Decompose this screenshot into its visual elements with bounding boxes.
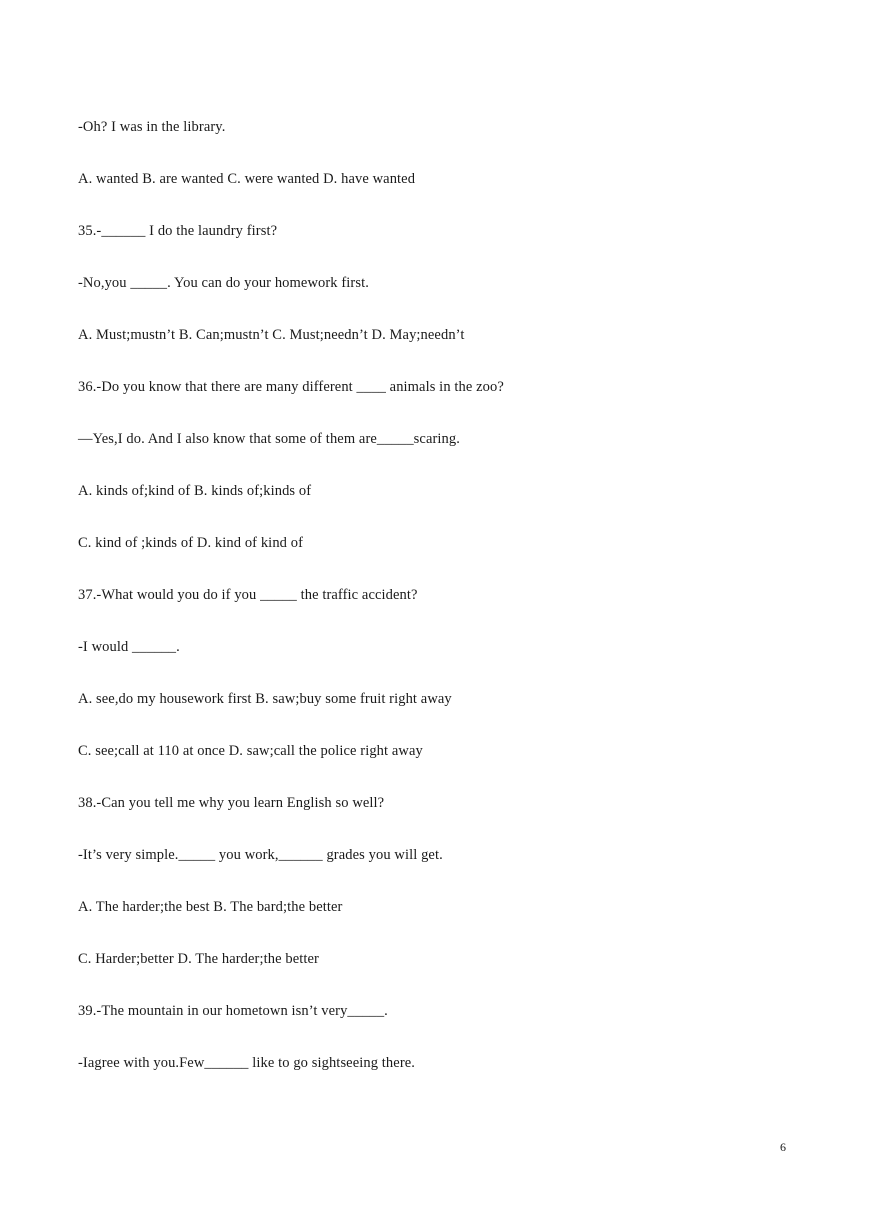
answer-options: C. Harder;better D. The harder;the better bbox=[78, 951, 319, 967]
answer-options: A. wanted B. are wanted C. were wanted D. have wanted bbox=[78, 171, 416, 187]
text-line: -Iagree with you.Few______ like to go sightseeing there. bbox=[78, 1055, 416, 1071]
answer-options: A. see,do my housework first B. saw;buy some fruit right away bbox=[78, 691, 452, 707]
text-line: -Oh? I was in the library. bbox=[78, 119, 226, 135]
text-line: -No,you _____. You can do your homework first. bbox=[78, 275, 369, 291]
text-line: -It’s very simple._____ you work,______ grades you will get. bbox=[78, 847, 443, 863]
text-line: -I would ______. bbox=[78, 639, 180, 655]
question-36: 36.-Do you know that there are many different ____ animals in the zoo? bbox=[78, 379, 504, 395]
question-35: 35.-______ I do the laundry first? bbox=[78, 223, 278, 239]
question-37: 37.-What would you do if you _____ the traffic accident? bbox=[78, 587, 418, 603]
answer-options: A. The harder;the best B. The bard;the better bbox=[78, 899, 343, 915]
question-text-block bbox=[78, 116, 798, 1104]
question-38: 38.-Can you tell me why you learn English so well? bbox=[78, 795, 385, 811]
question-39: 39.-The mountain in our hometown isn’t very_____. bbox=[78, 1003, 388, 1019]
text-line: —Yes,I do. And I also know that some of them are_____scaring. bbox=[78, 431, 460, 447]
page-number: 6 bbox=[780, 1140, 786, 1154]
answer-options: C. see;call at 110 at once D. saw;call the police right away bbox=[78, 743, 423, 759]
answer-options: C. kind of ;kinds of D. kind of kind of bbox=[78, 535, 304, 551]
answer-options: A. Must;mustn’t B. Can;mustn’t C. Must;needn’t D. May;needn’t bbox=[78, 327, 465, 343]
answer-options: A. kinds of;kind of B. kinds of;kinds of bbox=[78, 483, 312, 499]
